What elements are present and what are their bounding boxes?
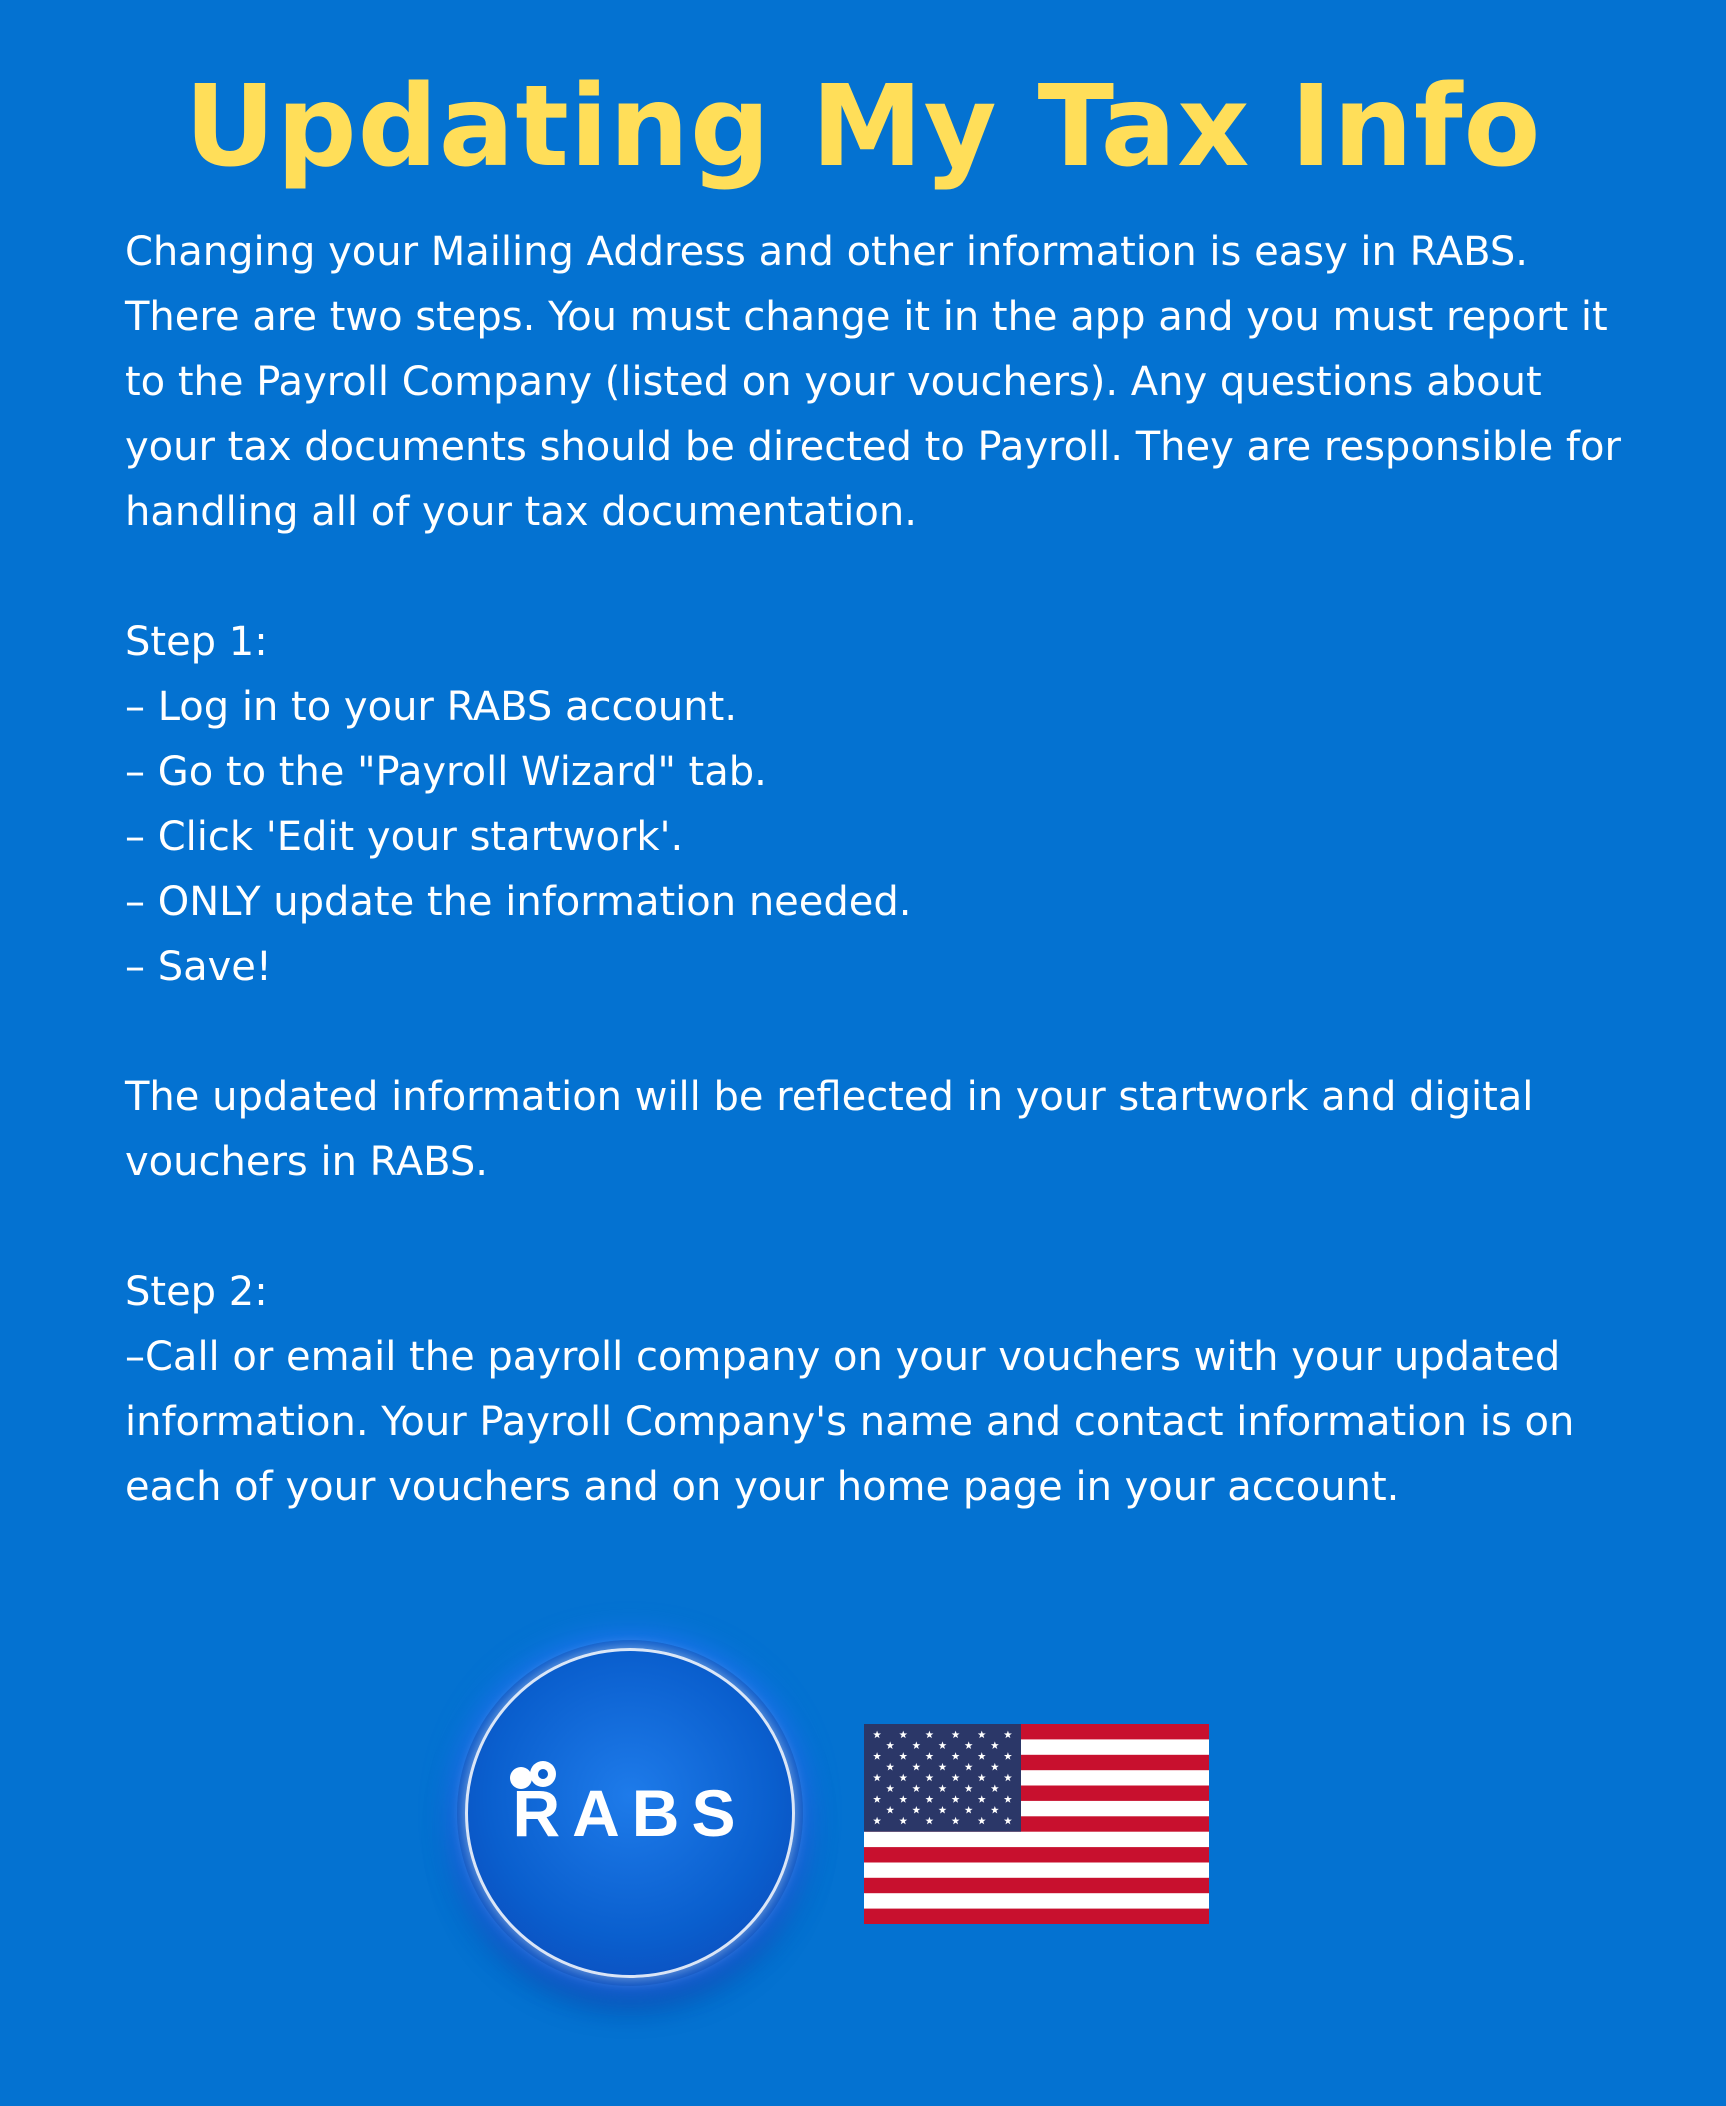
- intro-paragraph: Changing your Mailing Address and other information is easy in RABS. There are two steps. You must change it in the app and you must report it to the Payroll Company (listed on your vouchers). Any questions about your tax documents should be directed to Payroll. They are responsible for handling all of your tax documentation.: [125, 229, 1621, 535]
- spacer: [125, 1195, 1625, 1260]
- step2-heading: Step 2:: [125, 1269, 268, 1315]
- step1-heading: Step 1:: [125, 619, 268, 665]
- page-title: Updating My Tax Info: [184, 62, 1542, 192]
- rabs-logo: [445, 1628, 815, 1998]
- step1-item: – ONLY update the information needed.: [125, 879, 912, 925]
- spacer: [125, 1000, 1625, 1065]
- flag-canton: [864, 1724, 1021, 1832]
- step1-item: – Click 'Edit your startwork'.: [125, 814, 684, 860]
- step2-body: –Call or email the payroll company on your vouchers with your updated information. Your Payroll Company's name and contact information is on each of your vouchers and on your home page in your account.: [125, 1334, 1575, 1510]
- step1-item: – Go to the "Payroll Wizard" tab.: [125, 749, 767, 795]
- step1-item: – Save!: [125, 944, 272, 990]
- logo-circle: [457, 1640, 803, 1986]
- us-flag-icon: [864, 1724, 1209, 1924]
- instructions: [125, 220, 1625, 1520]
- result-paragraph: The updated information will be reflected in your startwork and digital vouchers in RABS.: [125, 1074, 1534, 1185]
- step1-item: – Log in to your RABS account.: [125, 684, 738, 730]
- spacer: [125, 545, 1625, 610]
- logo-text: RABS: [512, 1776, 748, 1850]
